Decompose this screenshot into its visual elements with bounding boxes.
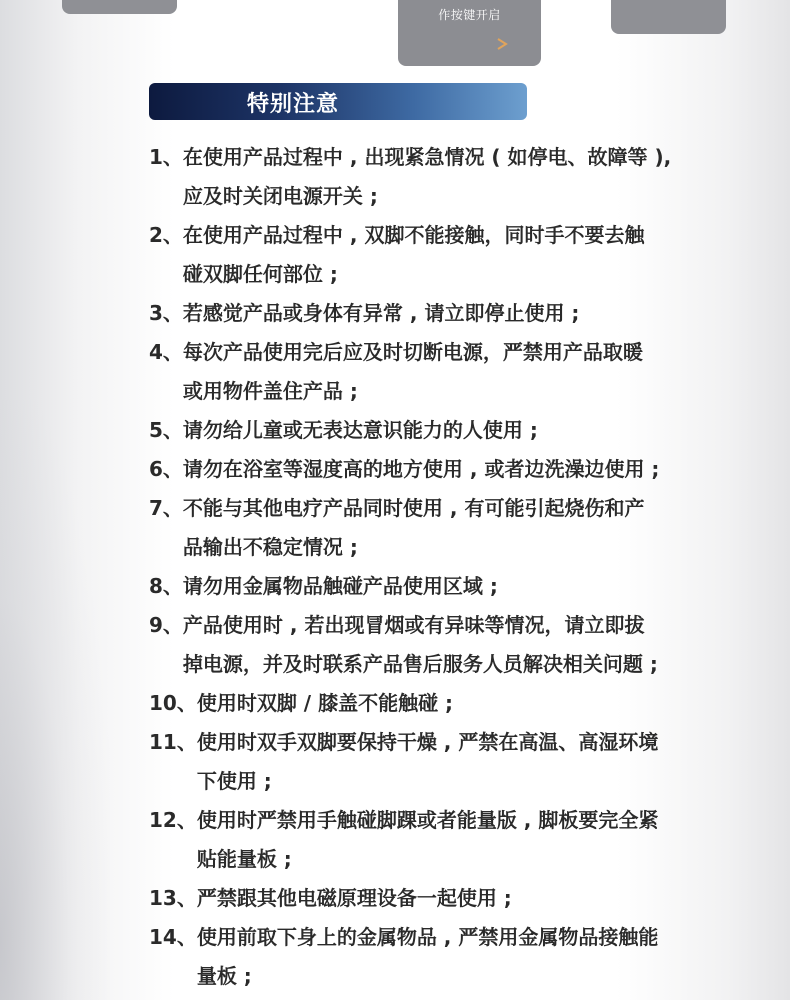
note-number: 2、 <box>149 223 183 247</box>
note-text <box>197 918 769 996</box>
note-text-line: 严禁跟其他电磁原理设备一起使用 ; <box>196 886 512 910</box>
note-number: 6、 <box>149 457 183 481</box>
note-text-line: 或用物件盖住产品 ; <box>182 379 358 403</box>
note-text-line: 请勿用金属物品触碰产品使用区域 ; <box>182 574 498 598</box>
note-item <box>149 216 769 294</box>
note-item <box>149 489 769 567</box>
section-header <box>149 83 527 120</box>
note-number: 7、 <box>149 496 183 520</box>
section-title: 特别注意 <box>247 92 340 117</box>
note-text <box>183 489 769 567</box>
note-text <box>183 138 769 216</box>
background-vignette <box>0 400 110 1000</box>
note-item <box>149 333 769 411</box>
note-item <box>149 411 769 450</box>
note-item <box>149 879 769 918</box>
note-text-line: 碰双脚任何部位 ; <box>182 262 338 286</box>
note-text <box>183 216 769 294</box>
note-text-line: 使用时严禁用手触碰脚踝或者能量版 , 脚板要完全紧 <box>196 808 659 832</box>
note-text <box>197 723 769 801</box>
note-text-line: 请勿在浴室等湿度高的地方使用 , 或者边洗澡边使用 ; <box>182 457 660 481</box>
note-text-line: 下使用 ; <box>196 769 272 793</box>
note-text <box>183 333 769 411</box>
note-text <box>197 879 769 918</box>
note-text <box>183 294 769 333</box>
note-text-line: 若感觉产品或身体有异常 , 请立即停止使用 ; <box>182 301 580 325</box>
note-text-line: 量板 ; <box>196 964 252 988</box>
center-tab-label: 作按键开启 <box>438 8 501 22</box>
note-text <box>183 606 769 684</box>
note-text-line: 应及时关闭电源开关 ; <box>182 184 378 208</box>
note-number: 13、 <box>149 886 197 910</box>
note-text-line: 掉电源，并及时联系产品售后服务人员解决相关问题 ; <box>182 652 658 676</box>
note-text <box>197 801 769 879</box>
note-item <box>149 918 769 996</box>
top-tab-left <box>62 0 177 14</box>
note-number: 8、 <box>149 574 183 598</box>
note-item <box>149 723 769 801</box>
note-number: 4、 <box>149 340 183 364</box>
note-text-line: 品输出不稳定情况 ; <box>182 535 358 559</box>
note-item <box>149 294 769 333</box>
note-item <box>149 567 769 606</box>
note-number: 5、 <box>149 418 183 442</box>
notes-list <box>149 138 769 996</box>
note-item <box>149 801 769 879</box>
note-text-line: 每次产品使用完后应及时切断电源，严禁用产品取暖 <box>182 340 643 364</box>
note-number: 14、 <box>149 925 197 949</box>
right-arrow-icon <box>436 38 510 50</box>
note-number: 9、 <box>149 613 183 637</box>
note-text-line: 贴能量板 ; <box>196 847 292 871</box>
note-text-line: 使用时双手双脚要保持干燥 , 严禁在高温、高湿环境 <box>196 730 659 754</box>
note-text-line: 在使用产品过程中 , 双脚不能接触，同时手不要去触 <box>182 223 645 247</box>
note-text-line: 在使用产品过程中 , 出现紧急情况 ( 如停电、故障等 ), <box>182 145 672 169</box>
top-tab-right <box>611 0 726 34</box>
note-item <box>149 606 769 684</box>
note-text-line: 请勿给儿童或无表达意识能力的人使用 ; <box>182 418 538 442</box>
note-text <box>183 450 769 489</box>
note-text <box>183 411 769 450</box>
note-item <box>149 684 769 723</box>
note-number: 1、 <box>149 145 183 169</box>
note-number: 12、 <box>149 808 197 832</box>
note-number: 10、 <box>149 691 197 715</box>
note-text <box>183 567 769 606</box>
note-item <box>149 450 769 489</box>
note-text-line: 使用前取下身上的金属物品 , 严禁用金属物品接触能 <box>196 925 659 949</box>
note-number: 11、 <box>149 730 197 754</box>
note-item <box>149 138 769 216</box>
note-text-line: 使用时双脚 / 膝盖不能触碰 ; <box>196 691 454 715</box>
note-text-line: 不能与其他电疗产品同时使用 , 有可能引起烧伤和产 <box>182 496 645 520</box>
note-text <box>197 684 769 723</box>
top-tab-center <box>398 0 541 66</box>
note-number: 3、 <box>149 301 183 325</box>
note-text-line: 产品使用时 , 若出现冒烟或有异味等情况，请立即拔 <box>182 613 645 637</box>
